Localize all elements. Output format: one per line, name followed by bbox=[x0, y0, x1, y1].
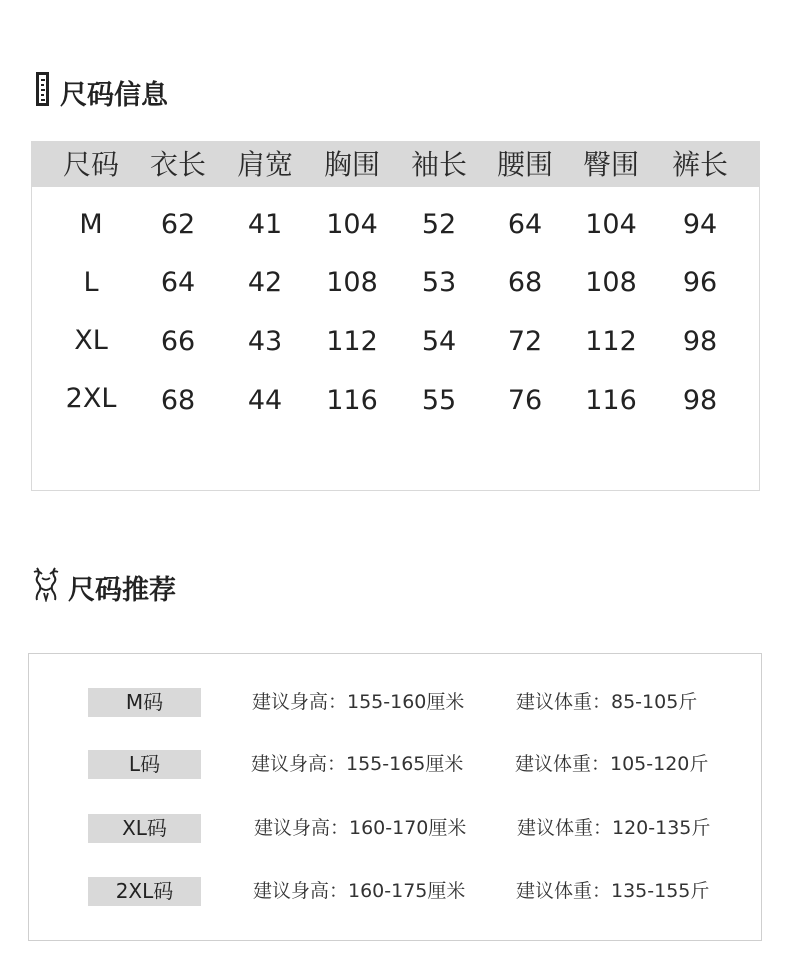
table-cell: 55 bbox=[421, 385, 457, 416]
table-cell: 76 bbox=[507, 385, 543, 416]
table-cell: XL bbox=[74, 325, 108, 356]
table-cell: 2XL bbox=[65, 383, 117, 414]
size-recommend-title-text: 尺码推荐 bbox=[68, 574, 176, 606]
size-info-title-text: 尺码信息 bbox=[60, 79, 168, 111]
weight-suggestion: 建议体重：135-155斤 bbox=[516, 880, 710, 902]
table-cell: 64 bbox=[160, 267, 196, 298]
table-cell: 53 bbox=[421, 267, 457, 298]
height-suggestion: 建议身高：160-170厘米 bbox=[254, 817, 467, 839]
size-table bbox=[31, 141, 760, 491]
table-cell: 64 bbox=[507, 209, 543, 240]
header-cell-chest: 胸围 bbox=[323, 148, 381, 181]
table-cell: 68 bbox=[507, 267, 543, 298]
table-cell: 104 bbox=[585, 209, 637, 240]
weight-suggestion: 建议体重：105-120斤 bbox=[515, 753, 709, 775]
table-cell: 66 bbox=[160, 326, 196, 357]
weight-suggestion: 建议体重：120-135斤 bbox=[517, 817, 711, 839]
table-cell: 68 bbox=[160, 385, 196, 416]
table-cell: 112 bbox=[585, 326, 637, 357]
table-cell: 94 bbox=[682, 209, 718, 240]
size-info-title bbox=[36, 72, 168, 112]
size-recommendation-box bbox=[28, 653, 762, 941]
size-label: M码 bbox=[88, 688, 201, 717]
header-cell-length: 衣长 bbox=[149, 148, 207, 181]
table-cell: 72 bbox=[507, 326, 543, 357]
size-label: L码 bbox=[88, 750, 201, 779]
height-suggestion: 建议身高：155-165厘米 bbox=[251, 753, 464, 775]
body-silhouette-icon bbox=[32, 566, 60, 609]
table-cell: L bbox=[83, 267, 99, 298]
table-cell: 108 bbox=[585, 267, 637, 298]
table-cell: 108 bbox=[326, 267, 378, 298]
table-cell: 43 bbox=[247, 326, 283, 357]
table-cell: 98 bbox=[682, 385, 718, 416]
size-table-header bbox=[32, 142, 759, 187]
size-label: 2XL码 bbox=[88, 877, 201, 906]
list-item bbox=[29, 814, 761, 844]
table-cell: 62 bbox=[160, 209, 196, 240]
header-cell-size: 尺码 bbox=[62, 148, 120, 181]
height-suggestion: 建议身高：160-175厘米 bbox=[253, 880, 466, 902]
weight-suggestion: 建议体重：85-105斤 bbox=[516, 691, 698, 713]
table-cell: 44 bbox=[247, 385, 283, 416]
table-cell: 116 bbox=[585, 385, 637, 416]
ruler-icon bbox=[36, 72, 50, 113]
header-cell-pants-length: 裤长 bbox=[671, 148, 729, 181]
table-cell: 42 bbox=[247, 267, 283, 298]
list-item bbox=[29, 877, 761, 907]
list-item bbox=[29, 688, 761, 718]
header-cell-sleeve: 袖长 bbox=[410, 148, 468, 181]
table-cell: 104 bbox=[326, 209, 378, 240]
size-label: XL码 bbox=[88, 814, 201, 843]
size-recommend-title bbox=[32, 567, 176, 607]
header-cell-shoulder: 肩宽 bbox=[236, 148, 294, 181]
list-item bbox=[29, 750, 761, 780]
table-cell: 52 bbox=[421, 209, 457, 240]
table-cell: 54 bbox=[421, 326, 457, 357]
header-cell-waist: 腰围 bbox=[496, 148, 554, 181]
table-cell: 96 bbox=[682, 267, 718, 298]
table-cell: 41 bbox=[247, 209, 283, 240]
table-cell: 98 bbox=[682, 326, 718, 357]
header-cell-hip: 臀围 bbox=[582, 148, 640, 181]
table-cell: 112 bbox=[326, 326, 378, 357]
table-cell: M bbox=[79, 209, 103, 240]
height-suggestion: 建议身高：155-160厘米 bbox=[252, 691, 465, 713]
table-cell: 116 bbox=[326, 385, 378, 416]
